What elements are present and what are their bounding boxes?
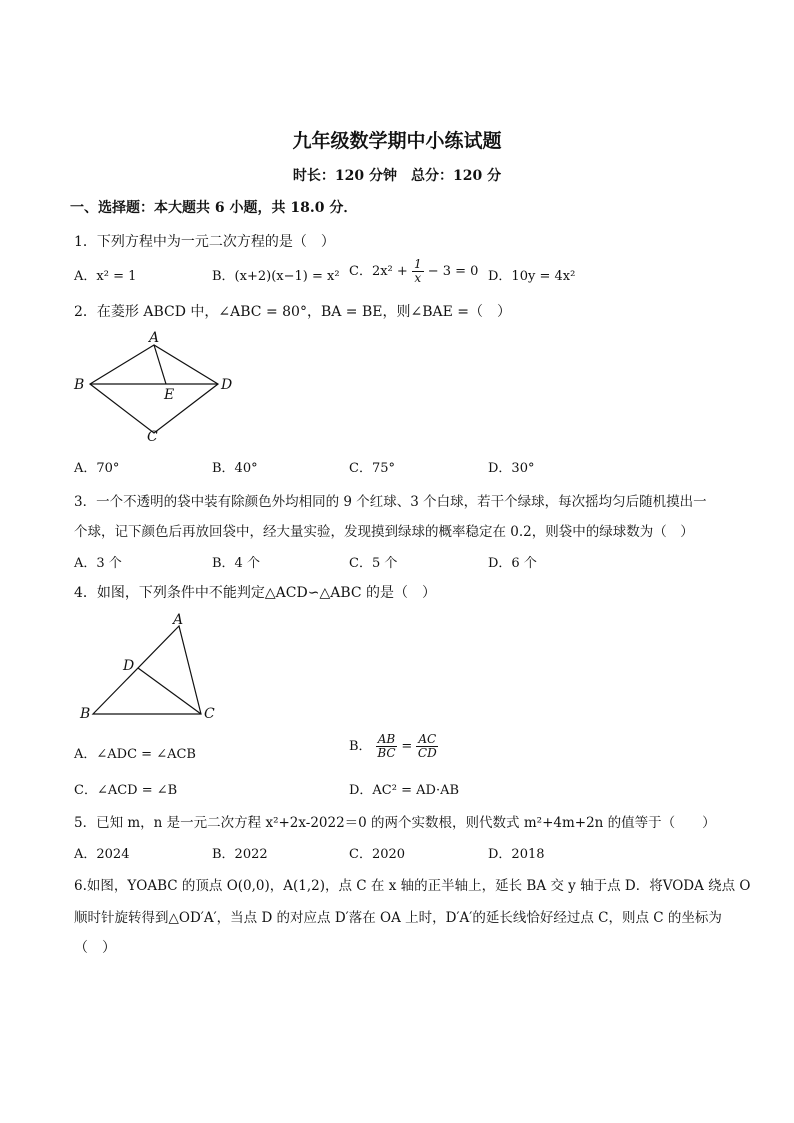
question-5-option-d: D．2018 bbox=[488, 847, 545, 862]
option-c-numerator: 1 bbox=[413, 257, 422, 271]
question-1-stem: 1．下列方程中为一元二次方程的是（ ） bbox=[74, 234, 335, 250]
label-b: B bbox=[74, 377, 85, 393]
question-1-option-c bbox=[349, 258, 478, 285]
option-b-denominator-1: BC bbox=[377, 746, 396, 760]
question-4-option-a: A．∠ADC = ∠ACB bbox=[74, 747, 196, 762]
question-3-option-a: A．3 个 bbox=[74, 556, 122, 571]
option-b-numerator-1: AB bbox=[377, 732, 396, 746]
option-c-denominator: x bbox=[414, 271, 422, 285]
question-5-option-b: B．2022 bbox=[212, 847, 268, 862]
label-a: A bbox=[173, 612, 184, 628]
label-a: A bbox=[149, 330, 160, 346]
option-c-prefix: C．2x² + bbox=[349, 264, 408, 279]
question-4-option-b bbox=[349, 733, 438, 760]
question-3-stem-line-1: 3．一个不透明的袋中装有除颜色外均相同的 9 个红球、3 个白球，若干个绿球，每次摇均匀后随机摸出一 bbox=[74, 494, 707, 510]
question-3-option-d: D．6 个 bbox=[488, 556, 537, 571]
label-e: E bbox=[164, 387, 175, 403]
triangle-abc bbox=[93, 626, 201, 714]
rhombus-abcd bbox=[90, 345, 218, 433]
label-d: D bbox=[221, 377, 233, 393]
triangle-figure bbox=[76, 610, 226, 725]
option-b-prefix: B． bbox=[349, 739, 372, 754]
question-3-option-b: B．4 个 bbox=[212, 556, 260, 571]
question-2-option-c: C．75° bbox=[349, 461, 395, 476]
question-2-option-a: A．70° bbox=[74, 461, 120, 476]
option-c-fraction bbox=[412, 258, 424, 285]
page-title: 九年级数学期中小练试题 bbox=[292, 130, 502, 152]
option-b-fraction-2 bbox=[416, 733, 438, 760]
section-heading: 一、选择题：本大题共 6 小题，共 18.0 分． bbox=[70, 200, 358, 216]
question-3-option-c: C．5 个 bbox=[349, 556, 398, 571]
option-b-equals: = bbox=[401, 739, 413, 754]
label-d: D bbox=[123, 658, 135, 674]
label-c: C bbox=[204, 706, 215, 722]
question-4-stem: 4．如图，下列条件中不能判定△ACD∽△ABC 的是（ ） bbox=[74, 585, 437, 601]
label-b: B bbox=[80, 706, 91, 722]
exam-info: 时长：120 分钟 总分：120 分 bbox=[292, 168, 502, 184]
question-5-stem: 5．已知 m，n 是一元二次方程 x²+2x-2022＝0 的两个实数根，则代数式 m²+4m+2n 的值等于（ ） bbox=[74, 815, 716, 831]
question-1-option-b: B．(x+2)(x−1) = x² bbox=[212, 269, 340, 284]
question-2-stem: 2．在菱形 ABCD 中，∠ABC = 80°，BA = BE，则∠BAE =（ ） bbox=[74, 304, 512, 320]
question-4-option-c: C．∠ACD = ∠B bbox=[74, 783, 178, 798]
question-3-stem-line-2: 个球，记下颜色后再放回袋中，经大量实验，发现摸到绿球的概率稳定在 0.2，则袋中的绿球数为（ ） bbox=[74, 524, 694, 540]
option-b-fraction-1 bbox=[376, 733, 397, 760]
option-c-suffix: − 3 = 0 bbox=[427, 264, 479, 279]
question-6-stem-line-3: （ ） bbox=[74, 940, 116, 956]
rhombus-figure bbox=[70, 325, 240, 445]
label-c: C bbox=[147, 429, 158, 445]
question-4-option-d: D．AC² = AD·AB bbox=[349, 783, 460, 798]
question-1-option-d: D．10y = 4x² bbox=[488, 269, 576, 284]
question-6-stem-line-2: 顺时针旋转得到△OD′A′，当点 D 的对应点 D′落在 OA 上时，D′A′的延长线恰好经过点 C，则点 C 的坐标为 bbox=[74, 910, 722, 926]
option-b-denominator-2: CD bbox=[417, 746, 437, 760]
option-b-numerator-2: AC bbox=[418, 732, 437, 746]
question-6-stem-line-1: 6.如图，YOABC 的顶点 O(0,0)，A(1,2)，点 C 在 x 轴的正半轴上，延长 BA 交 y 轴于点 D．将VODA 绕点 O bbox=[74, 878, 751, 894]
question-1-option-a: A．x² = 1 bbox=[74, 269, 137, 284]
question-5-option-c: C．2020 bbox=[349, 847, 406, 862]
question-2-option-b: B．40° bbox=[212, 461, 258, 476]
question-2-option-d: D．30° bbox=[488, 461, 535, 476]
question-5-option-a: A．2024 bbox=[74, 847, 130, 862]
